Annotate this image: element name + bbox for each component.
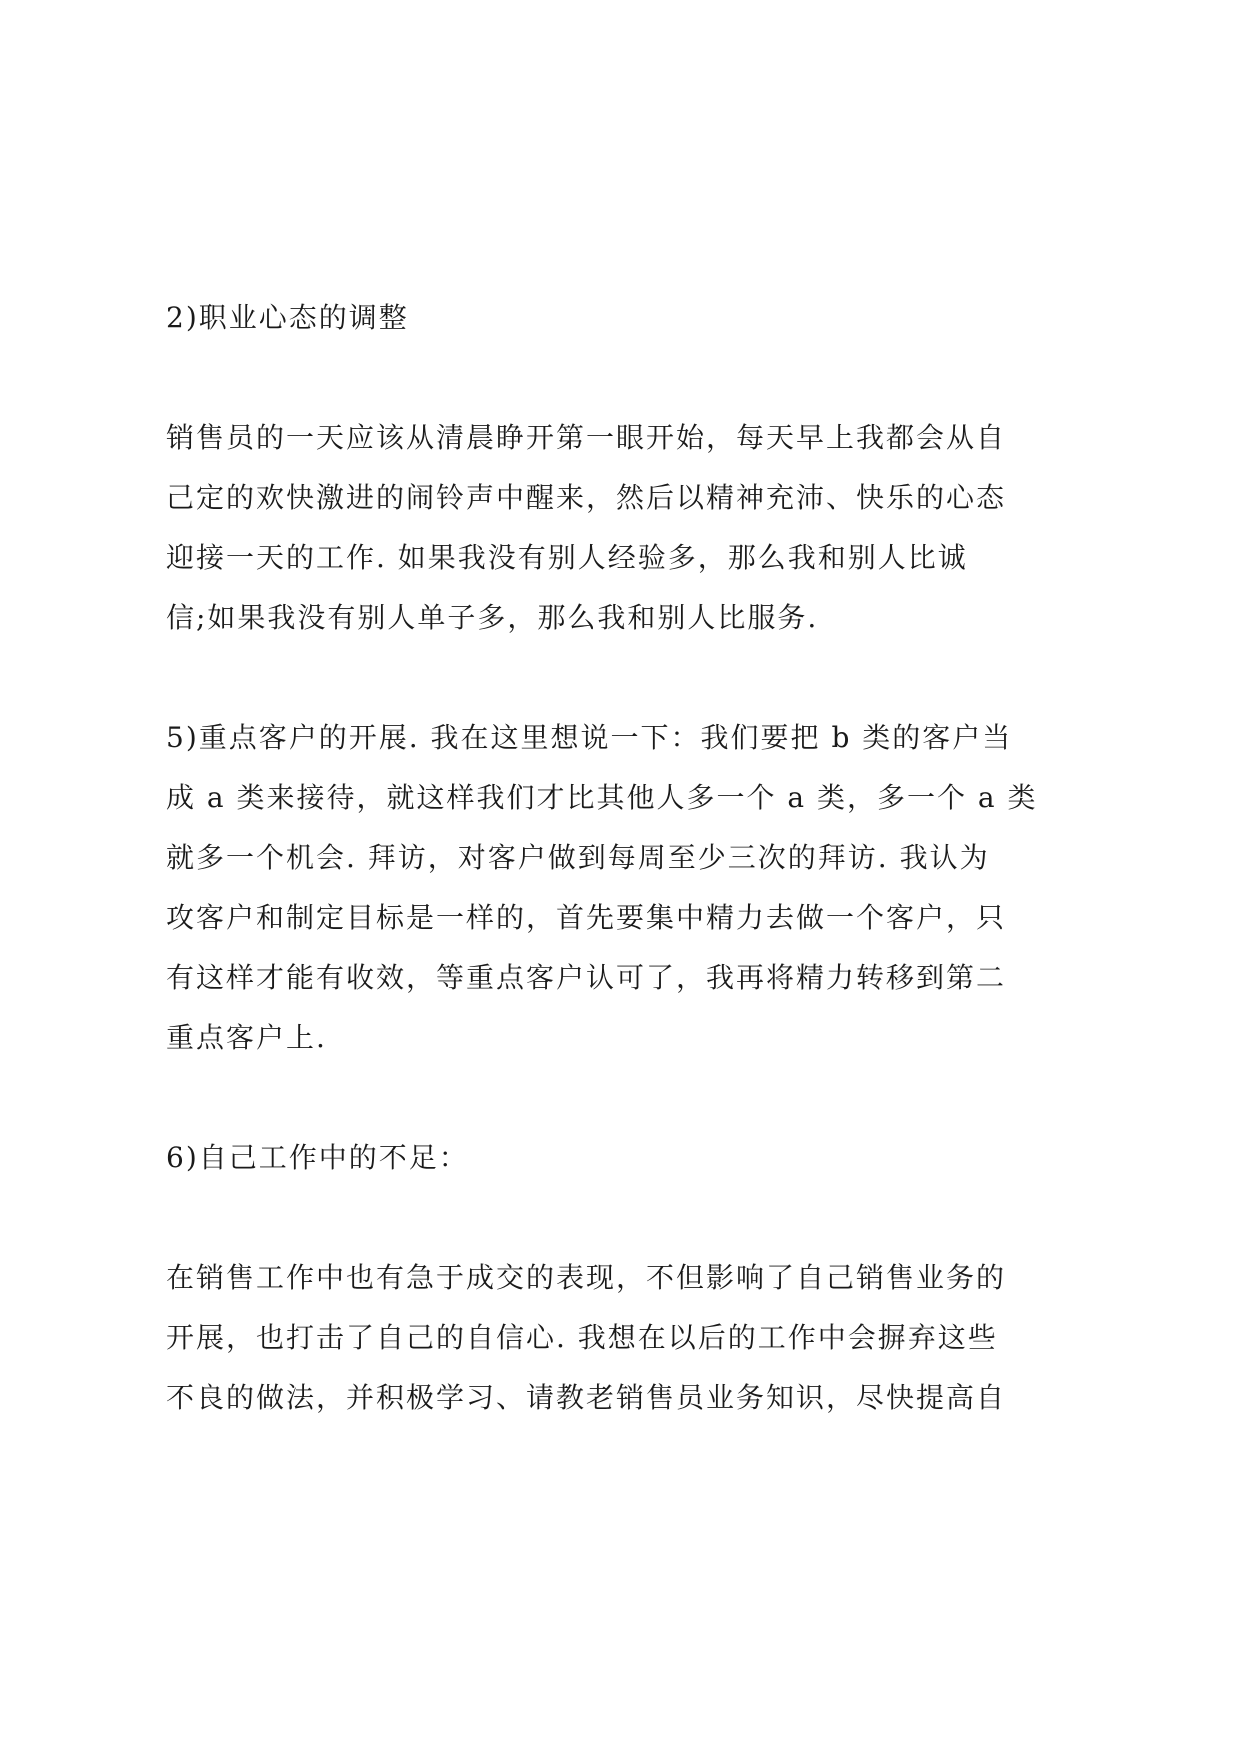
text-line: 重点客户上.: [166, 1021, 327, 1054]
text-line: 有这样才能有收效，等重点客户认可了，我再将精力转移到第二: [166, 961, 1007, 994]
document-body: [166, 288, 1100, 1428]
section-heading-shortcomings: 6)自己工作中的不足：: [166, 1141, 469, 1174]
text-line: 己定的欢快激进的闹铃声中醒来，然后以精神充沛、快乐的心态: [166, 481, 1007, 514]
paragraph-key-clients: [166, 708, 1100, 1068]
text-line: 在销售工作中也有急于成交的表现，不但影响了自己销售业务的: [166, 1261, 1007, 1294]
text-line: 销售员的一天应该从清晨睁开第一眼开始，每天早上我都会从自: [166, 421, 1007, 454]
text-line: 攻客户和制定目标是一样的，首先要集中精力去做一个客户，只: [166, 901, 1007, 934]
text-line: 开展，也打击了自己的自信心. 我想在以后的工作中会摒弃这些: [166, 1321, 998, 1354]
text-line: 成 a 类来接待，就这样我们才比其他人多一个 a 类，多一个 a 类: [166, 781, 1038, 814]
text-line: 迎接一天的工作. 如果我没有别人经验多，那么我和别人比诚: [166, 541, 968, 574]
paragraph-shortcomings: [166, 1248, 1100, 1428]
text-line: 信;如果我没有别人单子多，那么我和别人比服务.: [166, 601, 819, 634]
paragraph-daily-mindset: [166, 408, 1100, 648]
text-line: 不良的做法，并积极学习、请教老销售员业务知识，尽快提高自: [166, 1381, 1007, 1414]
section-heading-career-mindset: 2)职业心态的调整: [166, 301, 409, 334]
text-line: 就多一个机会. 拜访，对客户做到每周至少三次的拜访. 我认为: [166, 841, 990, 874]
text-line: 5)重点客户的开展. 我在这里想说一下：我们要把 b 类的客户当: [166, 721, 1013, 754]
